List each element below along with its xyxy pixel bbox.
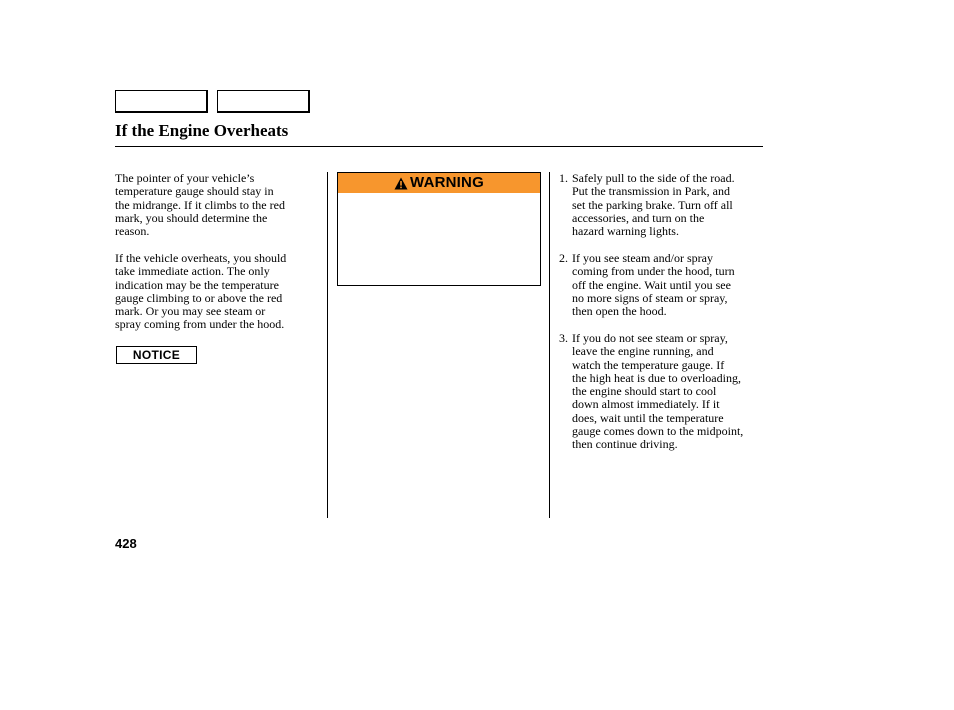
text-line: does, wait until the temperature [572,410,724,425]
text-line: the high heat is due to overloading, [572,370,741,385]
text-line: Safely pull to the side of the road. [572,171,735,185]
text-line: mark. Or you may see steam or [115,304,266,319]
overheat-paragraph [115,252,286,332]
text-line: coming from under the hood, turn [572,264,735,279]
column-divider-left [327,172,328,518]
text-line: reason. [115,224,150,239]
text-line: watch the temperature gauge. If [572,357,725,372]
text-line: off the engine. Wait until you see [572,277,731,292]
warning-box [337,172,541,286]
text-line: accessories, and turn on the [572,210,705,225]
page-number: 428 [115,536,137,551]
text-line: take immediate action. The only [115,264,270,279]
nav-tab-box-1[interactable] [115,90,208,113]
text-line: then open the hood. [572,304,667,319]
title-rule [115,146,763,147]
warning-header [338,173,540,193]
notice-badge: NOTICE [116,346,197,364]
text-line: If you do not see steam or spray, [572,331,728,345]
text-line: the midrange. If it climbs to the red [115,197,285,212]
text-line: no more signs of steam or spray, [572,290,728,305]
text-line: mark, you should determine the [115,210,268,225]
text-line: then continue driving. [572,437,678,452]
text-line: temperature gauge should stay in [115,184,274,199]
text-line: gauge climbing to or above the red [115,290,283,305]
text-line: If the vehicle overheats, you should [115,251,287,265]
text-line: gauge comes down to the midpoint, [572,424,744,439]
step-text [572,252,735,318]
column-divider-right [549,172,550,518]
step-number: 2. [559,251,568,265]
warning-triangle-icon [394,177,408,190]
text-line: indication may be the temperature [115,277,279,292]
text-line: leave the engine running, and [572,344,714,359]
text-line: The pointer of your vehicle’s [115,171,255,185]
text-line: spray coming from under the hood. [115,317,285,332]
intro-paragraph [115,172,285,238]
warning-label: WARNING [410,174,484,191]
text-line: down almost immediately. If it [572,397,720,412]
text-line: If you see steam and/or spray [572,251,713,265]
step-number: 1. [559,171,568,185]
step-text [572,172,735,238]
text-line: hazard warning lights. [572,224,679,239]
step-text [572,332,743,452]
text-line: Put the transmission in Park, and [572,184,730,199]
page-title: If the Engine Overheats [115,121,289,140]
text-line: the engine should start to cool [572,384,717,399]
step-number: 3. [559,331,568,345]
text-line: set the parking brake. Turn off all [572,197,733,212]
nav-tab-box-2[interactable] [217,90,310,113]
